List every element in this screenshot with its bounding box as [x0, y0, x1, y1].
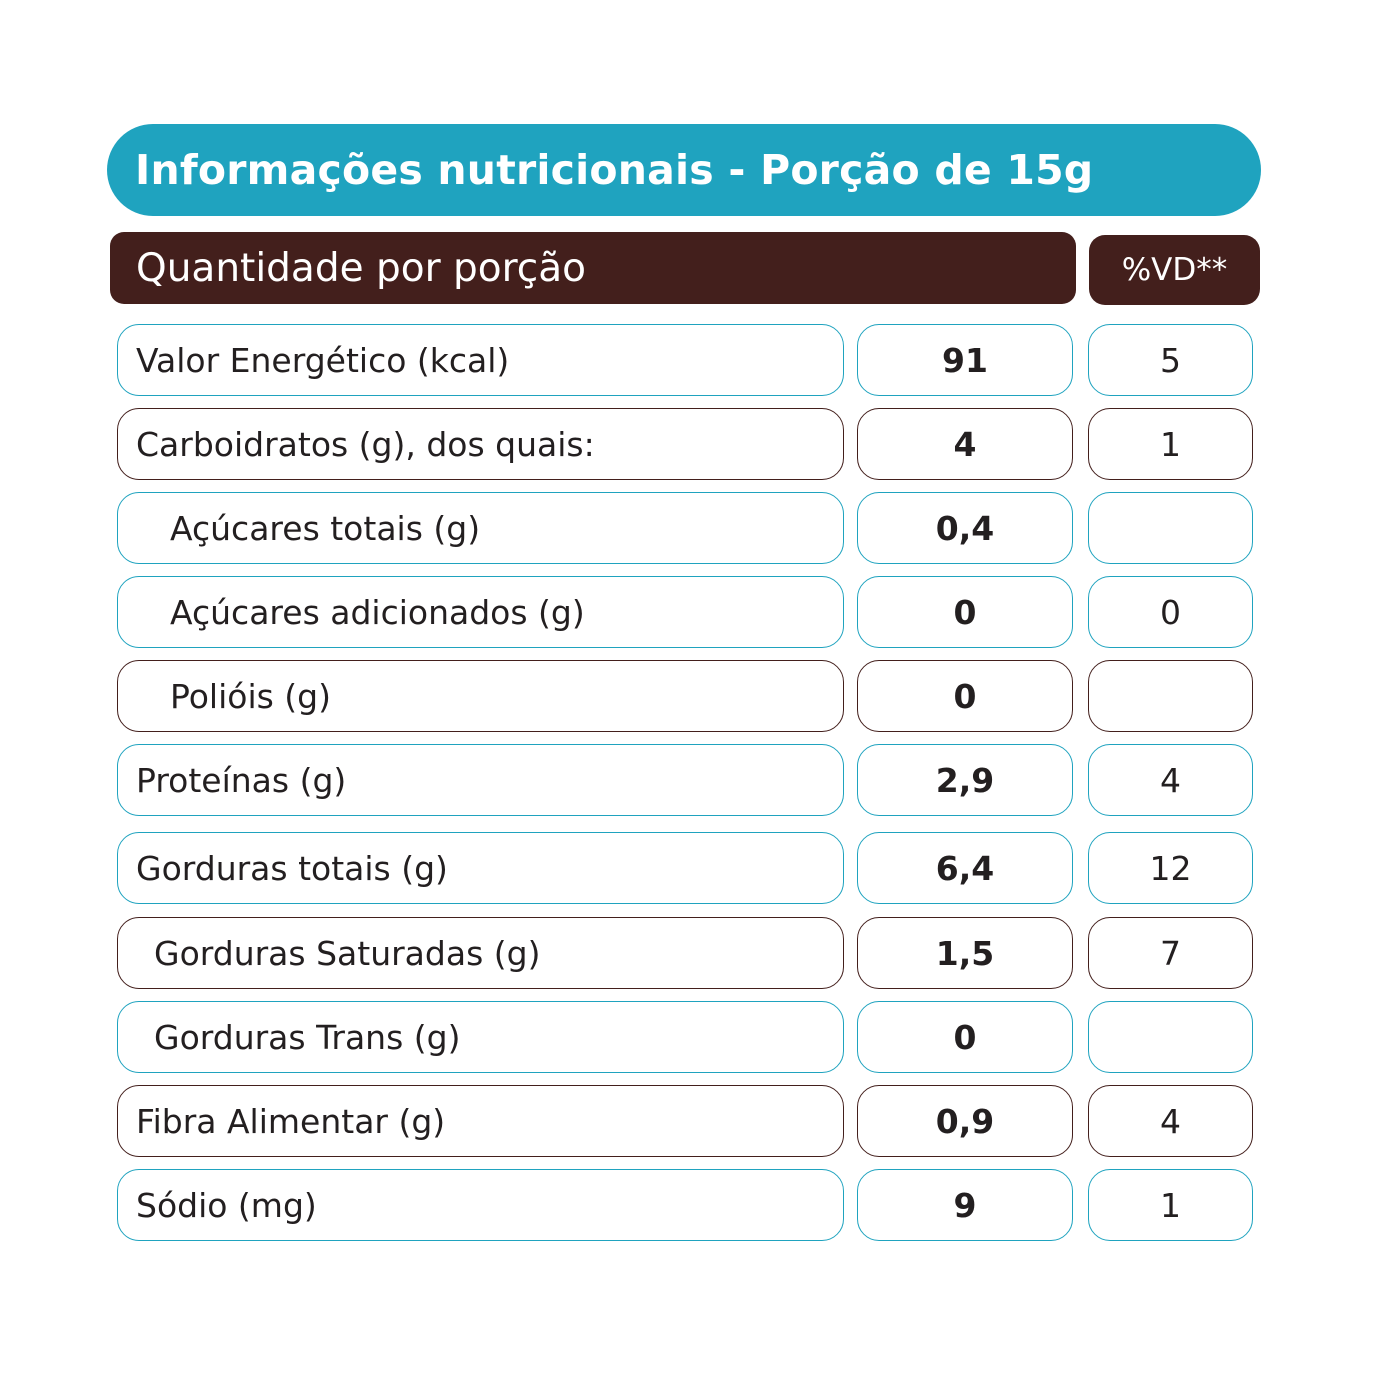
row-vd: 0	[1160, 592, 1181, 632]
page-title: Informações nutricionais - Porção de 15g	[135, 146, 1094, 194]
row-amount-cell	[857, 1001, 1073, 1073]
row-amount: 0,9	[935, 1101, 995, 1141]
row-amount: 2,9	[935, 760, 995, 800]
row-vd-cell	[1088, 324, 1253, 396]
row-label-cell	[117, 576, 844, 648]
row-label-cell	[117, 408, 844, 480]
row-amount-cell	[857, 1169, 1073, 1241]
row-amount-cell	[857, 408, 1073, 480]
table-row	[0, 744, 1373, 816]
row-vd-cell	[1088, 492, 1253, 564]
row-vd: 4	[1160, 760, 1181, 800]
row-vd: 1	[1160, 1185, 1181, 1225]
table-row	[0, 1085, 1373, 1157]
row-label: Gorduras Trans (g)	[154, 1017, 461, 1057]
row-amount: 4	[953, 424, 977, 464]
row-vd-cell	[1088, 1169, 1253, 1241]
row-amount: 0	[953, 1017, 977, 1057]
row-vd-cell	[1088, 917, 1253, 989]
table-row	[0, 660, 1373, 732]
row-amount: 0,4	[935, 508, 995, 548]
table-row	[0, 1001, 1373, 1073]
row-amount: 9	[953, 1185, 977, 1225]
row-label: Açúcares adicionados (g)	[170, 592, 585, 632]
vd-header-label: %VD**	[1121, 252, 1228, 288]
table-row	[0, 492, 1373, 564]
row-label-cell	[117, 744, 844, 816]
row-amount-cell	[857, 1085, 1073, 1157]
row-label-cell	[117, 1085, 844, 1157]
row-vd-cell	[1088, 832, 1253, 904]
row-label-cell	[117, 1169, 844, 1241]
row-label: Gorduras Saturadas (g)	[154, 933, 541, 973]
row-label: Carboidratos (g), dos quais:	[136, 424, 595, 464]
table-row	[0, 1169, 1373, 1241]
table-row	[0, 324, 1373, 396]
row-amount-cell	[857, 917, 1073, 989]
row-amount-cell	[857, 832, 1073, 904]
row-label: Polióis (g)	[170, 676, 331, 716]
row-vd-cell	[1088, 660, 1253, 732]
row-vd-cell	[1088, 576, 1253, 648]
table-row	[0, 917, 1373, 989]
row-amount: 91	[942, 340, 988, 380]
row-vd: 12	[1149, 848, 1192, 888]
row-label-cell	[117, 832, 844, 904]
row-amount-cell	[857, 576, 1073, 648]
row-amount-cell	[857, 324, 1073, 396]
table-row	[0, 576, 1373, 648]
row-label: Proteínas (g)	[136, 760, 347, 800]
row-amount-cell	[857, 744, 1073, 816]
row-amount: 1,5	[935, 933, 995, 973]
row-amount: 6,4	[935, 848, 995, 888]
row-vd: 7	[1160, 933, 1181, 973]
row-label-cell	[117, 1001, 844, 1073]
row-label: Sódio (mg)	[136, 1185, 317, 1225]
row-vd-cell	[1088, 408, 1253, 480]
row-label: Açúcares totais (g)	[170, 508, 481, 548]
table-row	[0, 832, 1373, 904]
row-amount: 0	[953, 592, 977, 632]
row-label-cell	[117, 917, 844, 989]
row-label-cell	[117, 492, 844, 564]
row-label-cell	[117, 660, 844, 732]
row-amount-cell	[857, 492, 1073, 564]
row-amount: 0	[953, 676, 977, 716]
table-row	[0, 408, 1373, 480]
row-vd-cell	[1088, 1085, 1253, 1157]
row-label: Valor Energético (kcal)	[136, 340, 510, 380]
row-label-cell	[117, 324, 844, 396]
row-label: Fibra Alimentar (g)	[136, 1101, 446, 1141]
row-vd: 5	[1160, 340, 1181, 380]
row-label: Gorduras totais (g)	[136, 848, 448, 888]
row-amount-cell	[857, 660, 1073, 732]
quantity-header-label: Quantidade por porção	[136, 245, 587, 291]
row-vd-cell	[1088, 1001, 1253, 1073]
row-vd: 4	[1160, 1101, 1181, 1141]
row-vd-cell	[1088, 744, 1253, 816]
row-vd: 1	[1160, 424, 1181, 464]
